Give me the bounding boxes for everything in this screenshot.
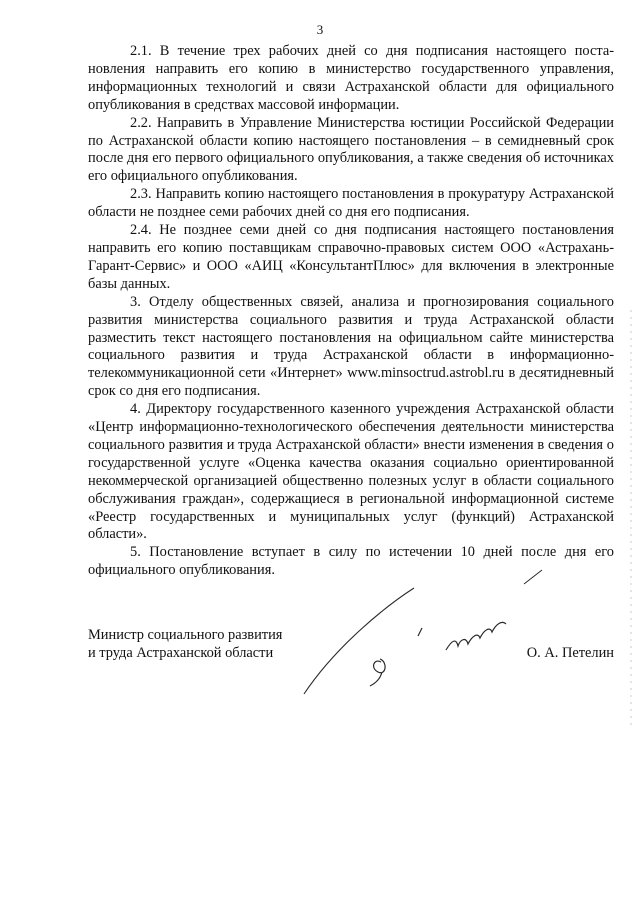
paragraph-3: 3. Отделу общественных связей, анализа и прогнозирования социального развития министерства социального развития и труда Астраханской области разместить текст настоящего постановления на официальном сайте министерства социального развития и труда Астраханской области в информационно-телекоммуникационной сети «Интернет» www.minsoctrud.astrobl.ru в десятидневный срок со дня его подписания. [88, 293, 614, 400]
signature-block [88, 626, 614, 676]
page-number: 3 [316, 22, 324, 37]
paragraph-2-3: 2.3. Направить копию настоящего постановления в прокуратуру Астраханской области не позднее семи рабочих дней со дня его подписания. [88, 186, 614, 221]
paragraph-2-1: 2.1. В течение трех рабочих дней со дня подписания настоящего постановления направить его копию в министерство государственного управления, информационных технологий и связи Астраханской области для официального опубликования в средствах массовой информации. [88, 43, 614, 113]
signatory-position-line-1: Министр социального развития [88, 627, 283, 643]
paragraph-5: 5. Постановление вступает в силу по истечении 10 дней после дня его официального опубликования. [88, 544, 614, 579]
document-body [88, 43, 614, 580]
scan-edge-mark [630, 310, 632, 730]
signatory-name: О. А. Петелин [526, 645, 614, 661]
paragraph-2-2: 2.2. Направить в Управление Министерства юстиции Российской Федерации по Астраханской области копию настоящего постановления – в семидневный срок после дня его первого официального опубликования, а также сведения об источниках его официального опубликования. [88, 114, 614, 185]
signatory-position [88, 626, 282, 662]
signatory-position-line-2: и труда Астраханской области [88, 645, 274, 661]
paragraph-2-4: 2.4. Не позднее семи дней со дня подписания настоящего постановления направить его копию поставщикам справочно-правовых систем ООО «Астрахань-Гарант-Сервис» и ООО «АИЦ «КонсультантПлюс» для включения в электронные базы данных. [88, 222, 614, 292]
paragraph-4: 4. Директору государственного казенного учреждения Астраханской области «Центр информационно-технологического обеспечения деятельности министерства социального развития и труда Астраханской области» внести изменения в сведения о государственной услуге «Оценка качества оказания социально ориентированной некоммерческой организацией общественно полезных услуг в области социального обслуживания граждан», содержащиеся в региональной информационной системе «Реестр государственных и муниципальных услуг (функций) Астраханской области». [88, 401, 614, 543]
